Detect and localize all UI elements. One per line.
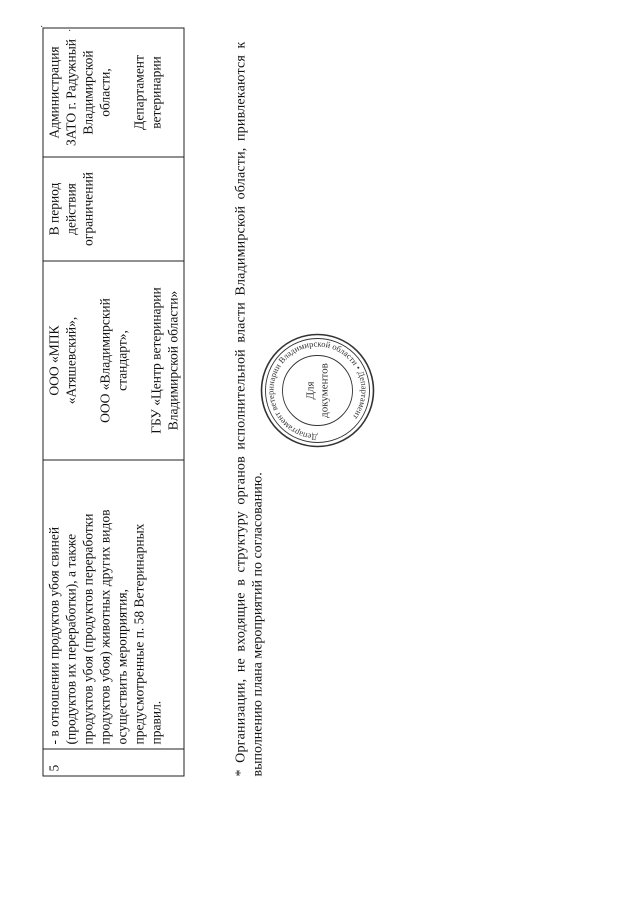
description-line: продуктов убоя (продуктов переработки [80,513,96,745]
scan-mark: · [68,26,72,37]
stamp-rings [262,335,374,447]
table-row [43,28,184,776]
executor-line: Владимирской области» [165,290,181,431]
row-number: 5 [43,749,184,776]
term-cell [43,157,184,261]
executor-line: стандарт», [114,330,130,391]
description-line: (продуктов их переработки), а также [63,533,79,745]
rotated-page [1,0,640,905]
executor-line: «Атяшевский», [63,316,79,405]
footnote-line: выполнению плана мероприятий по согласованию. [250,472,266,777]
description-line: - в отношении продуктов убоя свиней [46,526,62,745]
stamp-ring-text: Департамент ветеринарии Владимирской области • Департамент [265,338,370,443]
responsible-line: области, [97,68,113,117]
executors-cell [43,261,184,460]
executor-line: ООО «Владимирский [97,298,113,423]
executor-line: ГБУ «Центр ветеринарии [148,287,164,434]
stamp-center-line: Для [304,381,317,400]
executor-line: ООО «МПК [46,325,62,396]
term-line: действия [63,183,79,235]
term-line: В период [46,182,62,236]
term-line: ограничений [80,172,96,246]
description-line: правил. [148,700,164,745]
responsible-line: Департамент [131,55,147,130]
measure-description [43,460,184,749]
responsible-line: ветеринарии [148,56,164,129]
scan-mark: · [40,22,44,33]
responsible-line: Владимирской [80,50,96,135]
stamp-center-line: документов [318,363,331,418]
footnote-line: * Организации, не входящие в структуру органов исполнительной власти Владимирской области, привлекаются к [233,41,249,777]
responsible-cell [43,28,184,157]
responsible-line: Администрация [46,46,62,139]
description-line: предусмотренные п. 58 Ветеринарных [131,523,147,745]
measures-table [43,28,185,777]
description-line: продуктов убоя) животных других видов [97,509,113,745]
responsible-line: ЗАТО г. Радужный [63,38,79,147]
official-stamp [259,332,377,450]
description-line: осуществить мероприятия, [114,589,130,745]
